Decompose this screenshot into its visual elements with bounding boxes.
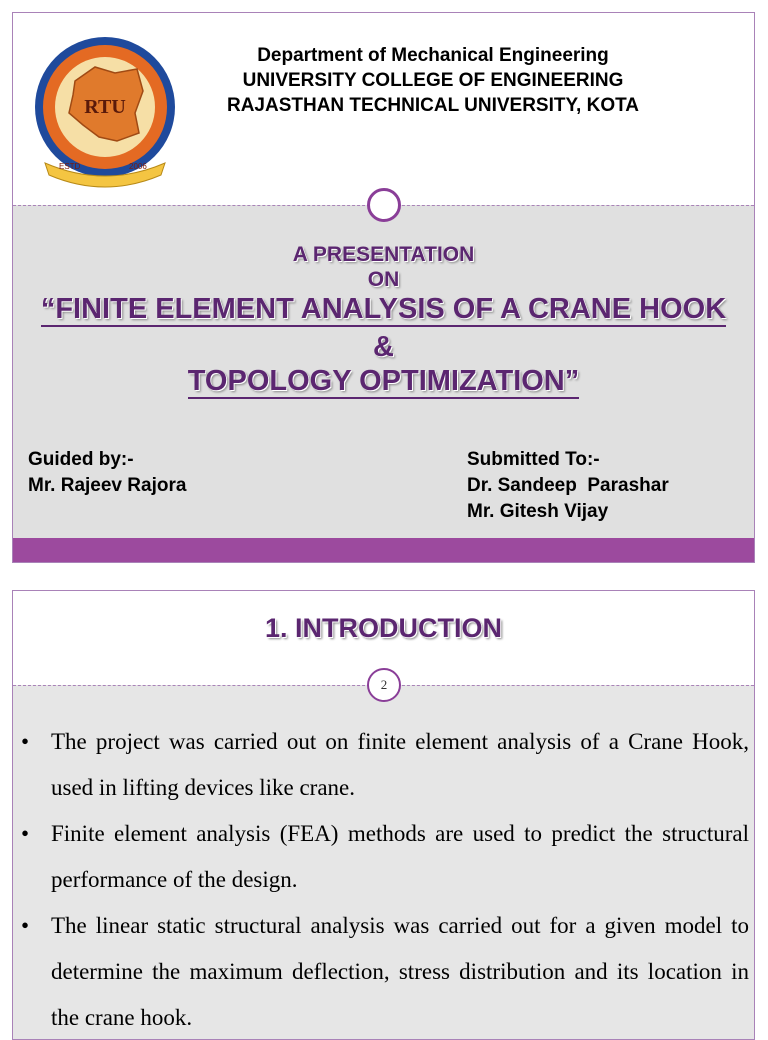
submitted-name-2: Mr. Gitesh Vijay bbox=[467, 501, 609, 522]
bullet-list bbox=[19, 719, 749, 1040]
college-name: UNIVERSITY COLLEGE OF ENGINEERING bbox=[242, 70, 624, 91]
title-line-1 bbox=[13, 293, 754, 326]
department-name: Department of Mechanical Engineering bbox=[257, 45, 609, 66]
page-number-badge: 2 bbox=[367, 668, 401, 702]
logo-year: 2006 bbox=[129, 162, 147, 171]
bullet-item: • The project was carried out on finite element analysis of a Crane Hook, used in lifting devices like crane. bbox=[19, 719, 749, 811]
university-name: RAJASTHAN TECHNICAL UNIVERSITY, KOTA bbox=[226, 95, 640, 116]
title-slide bbox=[12, 12, 755, 563]
submitted-name-1: Dr. Sandeep Parashar bbox=[467, 475, 669, 496]
introduction-slide bbox=[12, 590, 755, 1040]
university-logo bbox=[25, 29, 185, 191]
title-line-1-text: “FINITE ELEMENT ANALYSIS OF A CRANE HOOK bbox=[40, 293, 727, 325]
title-line-2 bbox=[13, 365, 754, 398]
footer-accent-bar bbox=[13, 538, 754, 563]
department-header bbox=[193, 43, 673, 118]
logo-estd: ESTD bbox=[59, 162, 81, 171]
pre-title-on: ON bbox=[367, 268, 400, 291]
slide-heading: 1. INTRODUCTION bbox=[264, 613, 502, 643]
bullet-item: • The linear static structural analysis was carried out for a given model to determine the maximum deflection, stress distribution and its location in the crane hook. bbox=[19, 903, 749, 1040]
guide-name: Mr. Rajeev Rajora bbox=[28, 475, 187, 496]
title-ampersand: & bbox=[373, 331, 394, 363]
submitted-block bbox=[467, 447, 669, 525]
bullet-item: • Finite element analysis (FEA) methods are used to predict the structural performance of the design. bbox=[19, 811, 749, 903]
guided-label: Guided by:- bbox=[28, 449, 134, 470]
pre-title: A PRESENTATION bbox=[292, 243, 475, 266]
guided-block bbox=[28, 447, 186, 499]
submitted-label: Submitted To:- bbox=[467, 449, 600, 470]
logo-monogram: RTU bbox=[84, 96, 126, 118]
title-line-2-text: TOPOLOGY OPTIMIZATION” bbox=[187, 365, 580, 397]
divider-circle bbox=[367, 188, 401, 222]
